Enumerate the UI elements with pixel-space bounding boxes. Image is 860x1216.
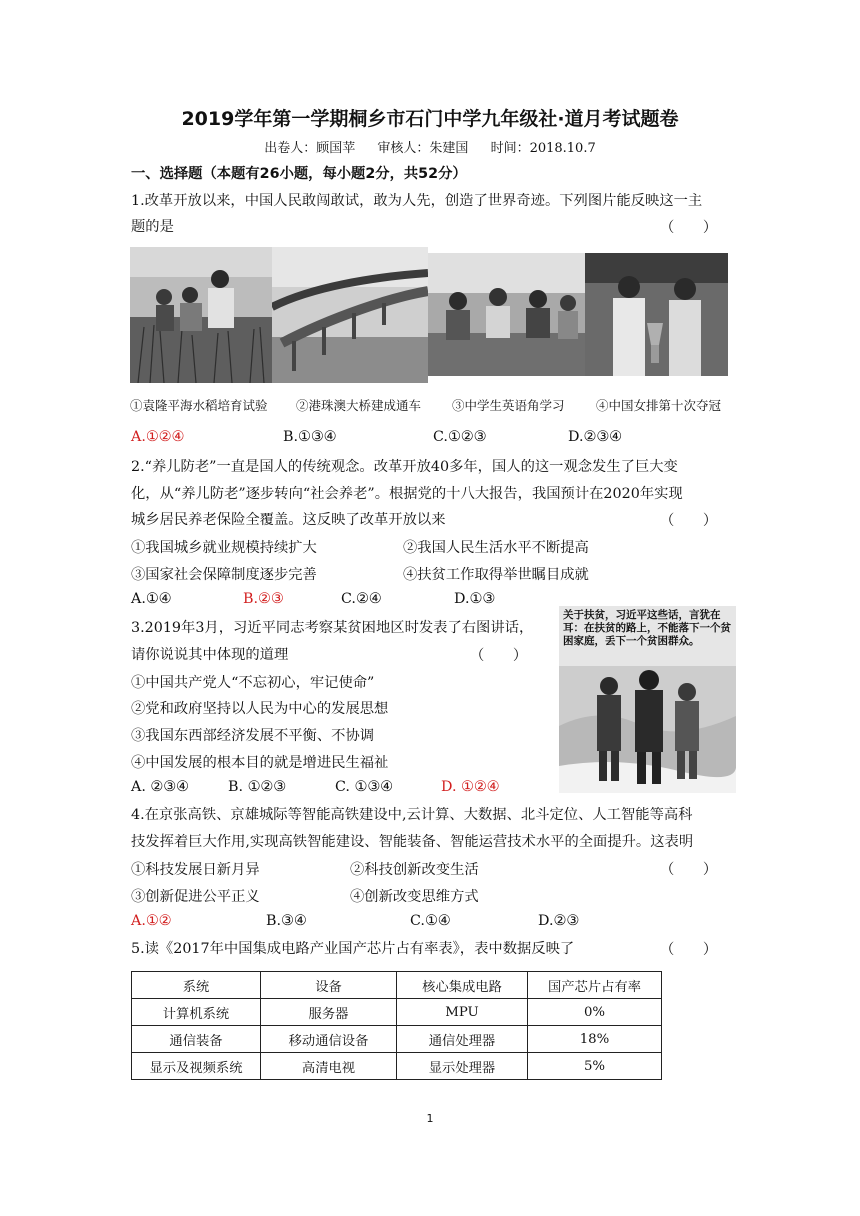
q4-stem-line2: 技发挥着巨大作用,实现高铁智能建设、智能装备、智能运营技术水平的全面提升。这表明	[131, 834, 694, 850]
q4-statement-3: ③创新促进公平正义	[131, 889, 260, 905]
q4-stem-line1: 4.在京张高铁、京雄城际等智能高铁建设中,云计算、大数据、北斗定位、人工智能等高科	[131, 807, 693, 823]
table-row	[132, 999, 662, 1026]
page-title: 2019学年第一学期桐乡市石门中学九年级社·道月考试题卷	[181, 108, 679, 130]
q3-stem-line1: 3.2019年3月，习近平同志考察某贫困地区时发表了右图讲话，	[131, 620, 534, 636]
q3-statement-3: ③我国东西部经济发展不平衡、不协调	[131, 728, 375, 744]
table-cell: 计算机系统	[132, 999, 261, 1026]
reviewer: 审核人：朱建国	[377, 141, 469, 156]
chip-share-table	[131, 971, 662, 1080]
table-header-cell: 国产芯片占有率	[528, 972, 662, 999]
q2-statement-2: ②我国人民生活水平不断提高	[403, 540, 589, 556]
q3-statement-2: ②党和政府坚持以人民为中心的发展思想	[131, 701, 389, 717]
page-number: 1	[426, 1112, 434, 1125]
table-cell: 服务器	[261, 999, 397, 1026]
q2-option-a: A.①④	[131, 591, 172, 607]
table-cell: MPU	[397, 999, 528, 1026]
q1-caption-1: ①袁隆平海水稻培育试验	[130, 398, 268, 413]
q1-answer-blank: （ ）	[660, 220, 718, 236]
section-heading: 一、选择题（本题有26小题，每小题2分，共52分）	[131, 166, 467, 182]
q2-statement-1: ①我国城乡就业规模持续扩大	[131, 540, 317, 556]
table-cell: 显示处理器	[397, 1053, 528, 1080]
photo-speech-text: 关于扶贫，习近平这些话，言犹在耳：在扶贫的路上，不能落下一个贫困家庭，丢下一个贫困群众。	[563, 609, 731, 647]
q2-option-d: D.①③	[454, 591, 496, 607]
q1-caption-3: ③中学生英语角学习	[452, 398, 565, 413]
q3-stem-line2: 请你说说其中体现的道理	[131, 647, 289, 663]
q5-answer-blank: （ ）	[660, 942, 718, 958]
q3-statement-1: ①中国共产党人“不忘初心，牢记使命”	[131, 675, 375, 691]
q2-statement-4: ④扶贫工作取得举世瞩目成就	[403, 567, 589, 583]
table-row	[132, 1026, 662, 1053]
q4-answer-blank: （ ）	[660, 862, 718, 878]
q4-option-d: D.②③	[538, 913, 580, 929]
table-cell: 18%	[528, 1026, 662, 1053]
q4-statement-4: ④创新改变思维方式	[350, 889, 479, 905]
q5-stem-line1: 5.读《2017年中国集成电路产业国产芯片占有率表》，表中数据反映了	[131, 941, 575, 957]
q1-caption-2: ②港珠澳大桥建成通车	[296, 398, 422, 413]
q1-caption-4: ④中国女排第十次夺冠	[596, 398, 722, 413]
photo-english-corner	[428, 253, 585, 376]
q3-answer-blank: （ ）	[470, 648, 528, 664]
q2-answer-blank: （ ）	[660, 513, 718, 529]
q2-stem-line3: 城乡居民养老保险全覆盖。这反映了改革开放以来	[131, 512, 446, 528]
table-cell: 移动通信设备	[261, 1026, 397, 1053]
q1-option-d: D.②③④	[568, 429, 622, 445]
table-row	[132, 1053, 662, 1080]
table-header-row	[132, 972, 662, 999]
q1-option-c: C.①②③	[433, 429, 487, 445]
table-header-cell: 设备	[261, 972, 397, 999]
author: 出卷人：顾国苹	[264, 141, 356, 156]
q2-statement-3: ③国家社会保障制度逐步完善	[131, 567, 317, 583]
table-cell: 通信装备	[132, 1026, 261, 1053]
exam-meta	[0, 137, 860, 156]
q4-option-c: C.①④	[410, 913, 451, 929]
q2-stem-line2: 化，从“养儿防老”逐步转向“社会养老”。根据党的十八大报告，我国预计在2020年实现	[131, 486, 683, 502]
q3-option-d: D. ①②④	[441, 779, 500, 795]
q3-option-a: A. ②③④	[131, 779, 189, 795]
q4-statement-2: ②科技创新改变生活	[350, 862, 479, 878]
photo-rice-field	[130, 247, 272, 383]
q2-option-b: B.②③	[243, 591, 284, 607]
q3-option-b: B. ①②③	[228, 779, 287, 795]
q3-option-c: C. ①③④	[335, 779, 393, 795]
table-header-cell: 系统	[132, 972, 261, 999]
table-cell: 通信处理器	[397, 1026, 528, 1053]
exam-date: 时间：2018.10.7	[490, 141, 596, 156]
photo-bridge	[272, 247, 428, 383]
q3-statement-4: ④中国发展的根本目的就是增进民生福祉	[131, 755, 389, 771]
table-cell: 显示及视频系统	[132, 1053, 261, 1080]
q4-statement-1: ①科技发展日新月异	[131, 862, 260, 878]
q1-stem-line1: 1.改革开放以来，中国人民敢闯敢试，敢为人先，创造了世界奇迹。下列图片能反映这一主	[131, 193, 703, 209]
q2-option-c: C.②④	[341, 591, 382, 607]
q1-option-b: B.①③④	[283, 429, 337, 445]
table-cell: 0%	[528, 999, 662, 1026]
table-cell: 5%	[528, 1053, 662, 1080]
photo-volleyball-team	[585, 253, 728, 376]
q4-option-b: B.③④	[266, 913, 307, 929]
q1-stem-line2: 题的是	[131, 219, 174, 235]
table-header-cell: 核心集成电路	[397, 972, 528, 999]
q4-option-a: A.①②	[131, 913, 172, 929]
q1-option-a: A.①②④	[131, 429, 185, 445]
table-cell: 高清电视	[261, 1053, 397, 1080]
q2-stem-line1: 2.“养儿防老”一直是国人的传统观念。改革开放40多年，国人的这一观念发生了巨大变	[131, 459, 678, 475]
